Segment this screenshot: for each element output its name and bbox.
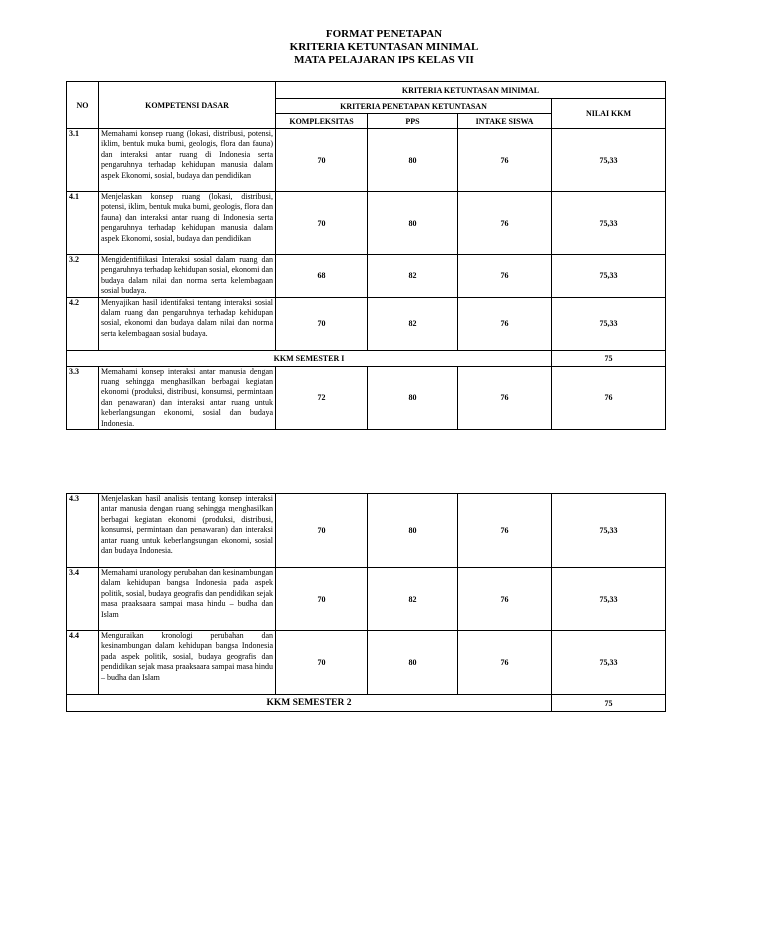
row-kompleksitas: 70 bbox=[276, 494, 368, 568]
header-pps: PPS bbox=[368, 114, 458, 129]
row-no: 3.2 bbox=[67, 255, 99, 298]
row-no: 4.1 bbox=[67, 192, 99, 255]
row-no: 4.4 bbox=[67, 631, 99, 695]
semester1-row bbox=[67, 350, 666, 366]
row-nilai: 75,33 bbox=[552, 192, 666, 255]
table-row bbox=[67, 494, 666, 568]
table-row bbox=[67, 255, 666, 298]
row-nilai: 75,33 bbox=[552, 129, 666, 192]
doc-title-line3: MATA PELAJARAN IPS KELAS VII bbox=[294, 54, 474, 66]
row-no: 3.1 bbox=[67, 129, 99, 192]
row-no: 3.4 bbox=[67, 568, 99, 631]
row-intake: 76 bbox=[458, 192, 552, 255]
table-row bbox=[67, 631, 666, 695]
table-row bbox=[67, 129, 666, 192]
row-kompetensi: Menguraikan kronologi perubahan dan kesinambungan dalam kehidupan bangsa Indonesia pada aspek politik, sosial, budaya geografis dan pendidikan sejak masa praaksaara sampai masa hindu – budha dan Islam bbox=[99, 631, 276, 695]
row-no: 4.3 bbox=[67, 494, 99, 568]
row-pps: 80 bbox=[368, 366, 458, 429]
row-kompetensi: Menjelaskan konsep ruang (lokasi, distribusi, potensi, iklim, bentuk muka bumi, geologis, flora dan fauna) dan interaksi antar ruang di Indonesia serta pengaruhnya terhadap kehidupan manusia dalam aspek Ekonomi, sosial, budaya dan pendidikan bbox=[99, 192, 276, 255]
row-nilai: 75,33 bbox=[552, 297, 666, 350]
row-intake: 76 bbox=[458, 631, 552, 695]
header-intake-siswa: INTAKE SISWA bbox=[458, 114, 552, 129]
row-kompleksitas: 70 bbox=[276, 192, 368, 255]
table-row bbox=[67, 297, 666, 350]
semester2-row bbox=[67, 695, 666, 712]
semester1-value: 75 bbox=[552, 350, 666, 366]
row-pps: 82 bbox=[368, 255, 458, 298]
header-nilai-kkm: NILAI KKM bbox=[552, 99, 666, 129]
row-pps: 80 bbox=[368, 631, 458, 695]
row-intake: 76 bbox=[458, 297, 552, 350]
row-pps: 80 bbox=[368, 129, 458, 192]
row-kompetensi: Memahami konsep ruang (lokasi, distribusi, potensi, iklim, bentuk muka bumi, geologis, flora dan fauna) dan interaksi antar ruang di Indonesia serta pengaruhnya terhadap kehidupan manusia dalam aspek Ekonomi, sosial, budaya dan pendidikan bbox=[99, 129, 276, 192]
row-kompetensi: Memahami uranology perubahan dan kesinambungan dalam kehidupan bangsa Indonesia pada aspek politik, sosial, budaya geografis dan pendidikan sejak masa praaksaara sampai masa hindu – budha dan Islam bbox=[99, 568, 276, 631]
row-intake: 76 bbox=[458, 129, 552, 192]
row-nilai: 75,33 bbox=[552, 568, 666, 631]
kkm-table-part1 bbox=[66, 81, 666, 430]
doc-title-line2: KRITERIA KETUNTASAN MINIMAL bbox=[289, 41, 479, 53]
row-kompetensi: Memahami konsep interaksi antar manusia dengan ruang sehingga menghasilkan berbagai kegiatan ekonomi (produksi, distribusi, konsumsi, permintaan dan penawaran) dan interaksi antar ruang untuk keberlangsungan ekonomi, sosial dan budaya Indonesia. bbox=[99, 366, 276, 429]
row-intake: 76 bbox=[458, 255, 552, 298]
row-kompleksitas: 70 bbox=[276, 631, 368, 695]
kkm-table-part2 bbox=[66, 493, 666, 712]
header-no: NO bbox=[67, 82, 99, 129]
semester2-label: KKM SEMESTER 2 bbox=[67, 695, 552, 712]
row-intake: 76 bbox=[458, 494, 552, 568]
row-kompleksitas: 72 bbox=[276, 366, 368, 429]
row-pps: 80 bbox=[368, 494, 458, 568]
row-pps: 82 bbox=[368, 568, 458, 631]
header-kkm: KRITERIA KETUNTASAN MINIMAL bbox=[276, 82, 666, 99]
row-kompetensi: Menyajikan hasil identifaksi tentang interaksi sosial dalam ruang dan pengaruhnya terhadap kehidupan sosial, ekonomi dan budaya dalam nilai dan norma serta kelembagaan sosial budaya. bbox=[99, 297, 276, 350]
row-nilai: 75,33 bbox=[552, 631, 666, 695]
row-kompetensi: Menjelaskan hasil analisis tentang konsep interaksi antar manusia dengan ruang sehingga menghasilkan berbagai kegiatan ekonomi (produksi, distribusi, konsumsi, permintaan dan penawaran) dan interaksi antar ruang untuk keberlangsungan ekonomi, sosial dan budaya Indonesia. bbox=[99, 494, 276, 568]
row-nilai: 76 bbox=[552, 366, 666, 429]
row-pps: 80 bbox=[368, 192, 458, 255]
semester1-label: KKM SEMESTER I bbox=[67, 350, 552, 366]
doc-title-line1: FORMAT PENETAPAN bbox=[325, 28, 443, 40]
row-kompleksitas: 68 bbox=[276, 255, 368, 298]
table-row bbox=[67, 568, 666, 631]
header-kompetensi-dasar: KOMPETENSI DASAR bbox=[99, 82, 276, 129]
row-kompleksitas: 70 bbox=[276, 297, 368, 350]
table-row bbox=[67, 366, 666, 429]
header-kriteria-penetapan: KRITERIA PENETAPAN KETUNTASAN bbox=[276, 99, 552, 114]
table-row bbox=[67, 192, 666, 255]
row-nilai: 75,33 bbox=[552, 494, 666, 568]
header-kompleksitas: KOMPLEKSITAS bbox=[276, 114, 368, 129]
row-nilai: 75,33 bbox=[552, 255, 666, 298]
row-no: 4.2 bbox=[67, 297, 99, 350]
row-intake: 76 bbox=[458, 568, 552, 631]
row-pps: 82 bbox=[368, 297, 458, 350]
row-kompleksitas: 70 bbox=[276, 568, 368, 631]
row-intake: 76 bbox=[458, 366, 552, 429]
row-kompetensi: Mengidentifiikasi Interaksi sosial dalam ruang dan pengaruhnya terhadap kehidupan sosial, ekonomi dan budaya dalam nilai dan norma serta kelembagaan sosial budaya. bbox=[99, 255, 276, 298]
row-no: 3.3 bbox=[67, 366, 99, 429]
semester2-value: 75 bbox=[552, 695, 666, 712]
row-kompleksitas: 70 bbox=[276, 129, 368, 192]
